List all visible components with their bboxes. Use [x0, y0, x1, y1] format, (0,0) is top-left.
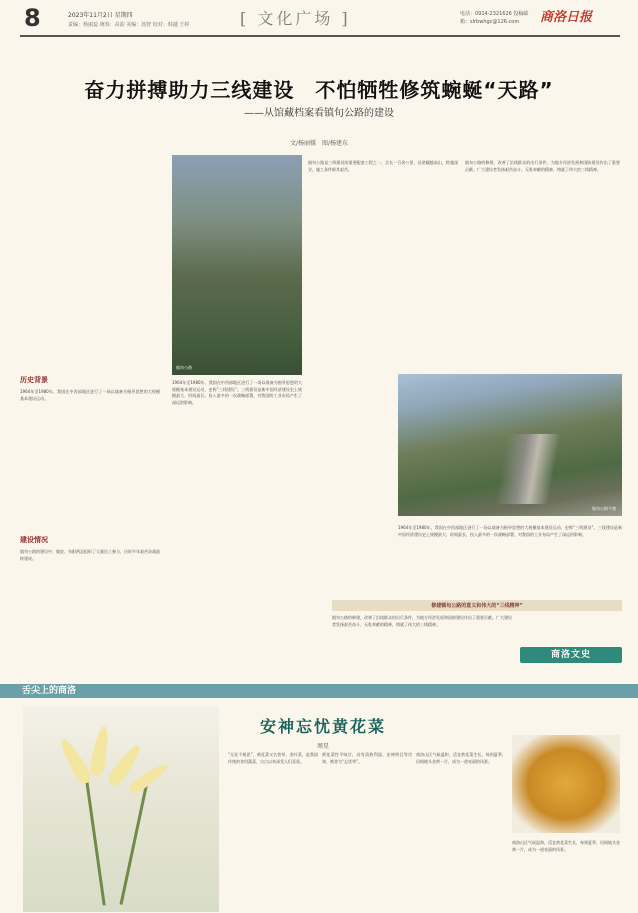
feature-column-2: 黄花菜性平味甘，具有清热利湿、安神明目等功效，被誉为“忘忧草”。: [322, 752, 412, 764]
flower-stem: [120, 777, 150, 905]
column-banner: 商洛文史: [520, 647, 622, 663]
article-subhead: ——从馆藏档案看镇旬公路的建设: [244, 108, 394, 119]
flower-petal: [89, 725, 111, 777]
box-construction: [20, 535, 160, 679]
feature-column-1: “无处不相思”，黄花菜又名萱草、金针菜，是我国传统的食用蔬菜，自古以来深受人们喜爱。: [228, 752, 318, 764]
header-divider: [20, 35, 620, 37]
feature-strip: [0, 684, 638, 698]
box-construction-text: 镇旬公路的建设中，镇安、旬阳两县组织了大量民工参与，历时多年艰苦奋战最终建成。: [20, 549, 160, 561]
daylily-photo: [23, 706, 219, 912]
road-surface: [468, 434, 588, 504]
article-headline: 奋力拼搏助力三线建设 不怕牺牲修筑蜿蜒“天路”: [84, 78, 554, 102]
article-byline: 文/杨丽媛 图/杨建东: [289, 140, 349, 147]
photo1-caption: 镇旬公路: [176, 365, 192, 370]
mountain-road-photo: [172, 155, 302, 375]
box-history-title: 历史背景: [20, 376, 48, 384]
dried-daylily-photo: [512, 735, 620, 833]
flower-petal: [128, 760, 171, 795]
feature-strip-title: 舌尖上的商洛: [22, 686, 77, 696]
issue-date: 2023年11月2日 星期四: [68, 12, 133, 19]
staff-credits: 责编：杨丽蕊 统筹：高韵 美编：汤智 校对：韩越 王婷: [68, 22, 190, 28]
photo2-caption: 镇旬公路今貌: [592, 506, 616, 511]
article-column-2: 1964年至1980年，我国在中西部地区进行了一场以战备为指导思想的大规模基本建设运动，史称“三线建设”。三线建设是新中国经济建设史上规模最大、时间最长、投入最多的一次战略部署，对我国的工业布局产生了深远的影响。: [172, 380, 302, 405]
article-column-4: 镇旬公路的修建，改善了沿线群众的出行条件，为地方经济发展和国防建设作出了重要贡献。广大建设者发扬艰苦奋斗、无私奉献的精神，铸就了伟大的三线精神。: [465, 160, 620, 172]
flower-petal: [56, 736, 93, 786]
section-subtitle: 修建镇旬公路的意义和伟大的“三线精神”: [332, 600, 622, 611]
section-label: 文化广场: [257, 9, 334, 28]
flower-stem: [83, 766, 105, 905]
article-column-5: 1964年至1980年，我国在中西部地区进行了一场以战备为指导思想的大规模基本建设运动，史称“三线建设”。三线建设是新中国经济建设史上规模最大、时间最长、投入最多的一次战略部署，对我国的工业布局产生了深远的影响。: [398, 525, 622, 537]
article-column-6: 镇旬公路的修建，改善了沿线群众的出行条件，为地方经济发展和国防建设作出了重要贡献。广大建设者发扬艰苦奋斗、无私奉献的精神，铸就了伟大的三线精神。: [332, 615, 512, 627]
box-construction-title: 建设情况: [20, 536, 48, 544]
page-number: 8: [24, 4, 41, 32]
feature-title: 安神忘忧黄花菜: [259, 717, 386, 736]
article-column-3: 镇旬公路是三线建设的重要配套工程之一，全长一百余公里，沿途翻越高山，跨越深谷，施工条件极其艰苦。: [308, 160, 458, 172]
feature-column-4: 商洛山区气候温和，适宜黄花菜生长，每到夏季，田间地头金黄一片，成为一道亮丽的风景。: [512, 840, 620, 852]
contact-info: 电话：0914-2321626 投稿邮箱：slrbwhgc@126.com: [460, 11, 529, 25]
newspaper-logo: 商洛日报: [540, 10, 593, 25]
section-title: [ 文化广场 ]: [240, 9, 351, 28]
feature-column-3: 商洛山区气候温和，适宜黄花菜生长，每到夏季，田间地头金黄一片，成为一道亮丽的风景。: [416, 752, 506, 764]
feature-author: 周星: [316, 743, 329, 750]
box-history-text: 1964年至1980年，我国在中西部地区进行了一场以战备为指导思想的大规模基本建设运动。: [20, 389, 160, 401]
box-history: [20, 375, 160, 509]
